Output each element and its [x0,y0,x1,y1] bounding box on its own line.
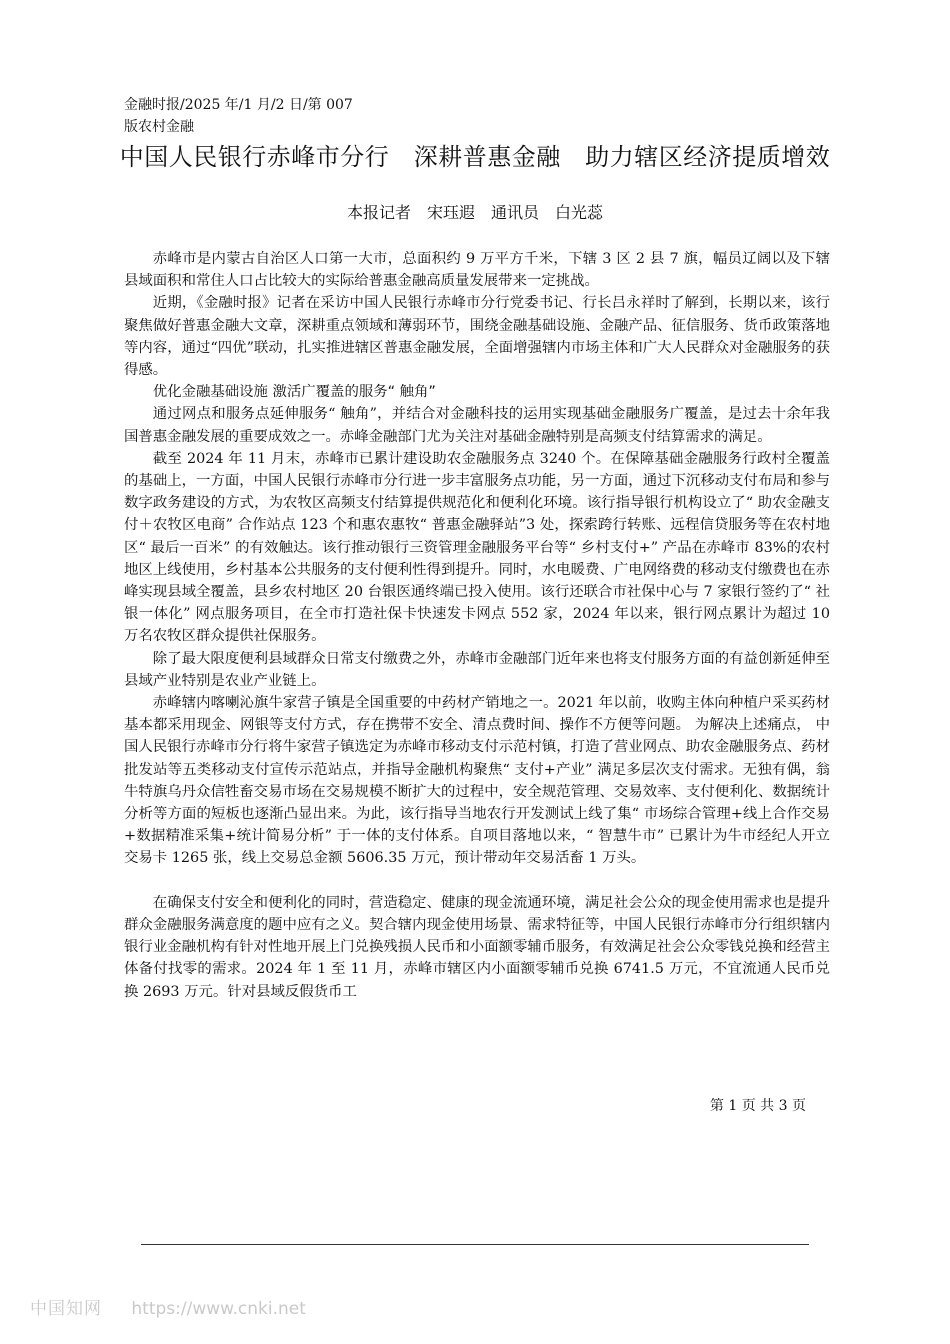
footer-divider [141,1244,809,1245]
watermark-url: https://www.cnki.net [131,1299,306,1319]
paragraph: 赤峰辖内喀喇沁旗牛家营子镇是全国重要的中药材产销地之一。2021 年以前，收购主体向种植户采买药材基本都采用现金、网银等支付方式，存在携带不安全、清点费时间、操作不方便等问题。 为解决上述痛点， 中国人民银行赤峰市分行将牛家营子镇选定为赤峰市移动支付示范村镇，打造了营业网点、助农金融服务点、药材批发站等五类移动支付宣传示范站点，并指导金融机构聚焦“ 支付+产业” 满足多层次支付需求。无独有偶，翁牛特旗乌丹众信牲畜交易市场在交易规模不断扩大的过程中，安全规范管理、交易效率、支付便利化、数据统计分析等方面的短板也逐渐凸显出来。为此，该行指导当地农行开发测试上线了集“ 市场综合管理+线上合作交易+数据精准采集+统计简易分析” 于一体的支付体系。自项目落地以来，“ 智慧牛市” 已累计为牛市经纪人开立交易卡 1265 张，线上交易总金额 5606.35 万元，预计带动年交易活畜 1 万头。 [124,695,830,867]
byline: 本报记者 宋珏遐 通讯员 白光蕊 [346,203,603,222]
section-heading: 优化金融基础设施 激活广覆盖的服务“ 触角” [152,384,436,401]
section-line: 版农村金融 [124,119,194,135]
paragraph: 除了最大限度便利县域群众日常支付缴费之外，赤峰市金融部门近年来也将支付服务方面的有益创新延伸至县域产业特别是农业产业链上。 [124,650,830,689]
cnki-watermark [30,1294,306,1319]
paragraph: 在确保支付安全和便利化的同时，营造稳定、健康的现金流通环境，满足社会公众的现金使用需求也是提升群众金融服务满意度的题中应有之义。契合辖内现金使用场景、需求特征等，中国人民银行赤峰市分行组织辖内银行业金融机构有针对性地开展上门兑换残损人民币和小面额零辅币服务，有效满足社会公众零钱兑换和经营主体备付找零的需求。2024 年 1 至 11 月，赤峰市辖区内小面额零辅币兑换 6741.5 万元，不宜流通人民币兑换 2693 万元。针对县域反假货币工 [124,894,830,1000]
source-line: 金融时报/2025 年/1 月/2 日/第 007 [124,97,353,113]
paragraph: 近期，《金融时报》记者在采访中国人民银行赤峰市分行党委书记、行长吕永祥时了解到，长期以来，该行聚焦做好普惠金融大文章，深耕重点领域和薄弱环节，围绕金融基础设施、金融产品、征信服务、货币政策落地等内容，通过“四优”联动，扎实推进辖区普惠金融发展，全面增强辖内市场主体和广大人民群众对金融服务的获得感。 [124,295,830,379]
article-title: 中国人民银行赤峰市分行 深耕普惠金融 助力辖区经济提质增效 [119,143,831,171]
paragraph: 截至 2024 年 11 月末，赤峰市已累计建设助农金融服务点 3240 个。在保障基础金融服务行政村全覆盖的基础上，一方面，中国人民银行赤峰市分行进一步丰富服务点功能，另一方面，通过下沉移动支付布局和参与数字政务建设的方式，为农牧区高频支付结算提供规范化和便利化环境。该行指导银行机构设立了“ 助农金融支付＋农牧区电商” 合作站点 123 个和惠农惠牧“ 普惠金融驿站”3 处，探索跨行转账、远程信贷服务等在农村地区“ 最后一百米” 的有效触达。该行推动银行三资管理金融服务平台等“ 乡村支付+” 产品在赤峰市 83%的农村地区上线使用，乡村基本公共服务的支付便利性得到提升。同时，水电暖费、广电网络费的移动支付缴费也在赤峰实现县域全覆盖，县乡农村地区 20 台银医通终端已投入使用。该行还联合市社保中心与 7 家银行签约了“ 社银一体化” 网点服务项目，在全市打造社保卡快速发卡网点 552 家，2024 年以来，银行网点累计为超过 10 万名农牧区群众提供社保服务。 [124,450,830,645]
paragraph: 赤峰市是内蒙古自治区人口第一大市，总面积约 9 万平方千米，下辖 3 区 2 县 7 旗，幅员辽阔以及下辖县域面积和常住人口占比较大的实际给普惠金融高质量发展带来一定挑战。 [124,251,830,290]
watermark-brand: 中国知网 [30,1299,102,1319]
paragraph: 通过网点和服务点延伸服务“ 触角”，并结合对金融科技的运用实现基础金融服务广覆盖，是过去十余年我国普惠金融发展的重要成效之一。赤峰金融部门尤为关注对基础金融特别是高频支付结算需求的满足。 [124,406,830,445]
publication-meta [124,94,353,138]
paragraph-gap [124,870,830,892]
article-body [124,248,830,1003]
page-number: 第 1 页 共 3 页 [709,1098,806,1114]
